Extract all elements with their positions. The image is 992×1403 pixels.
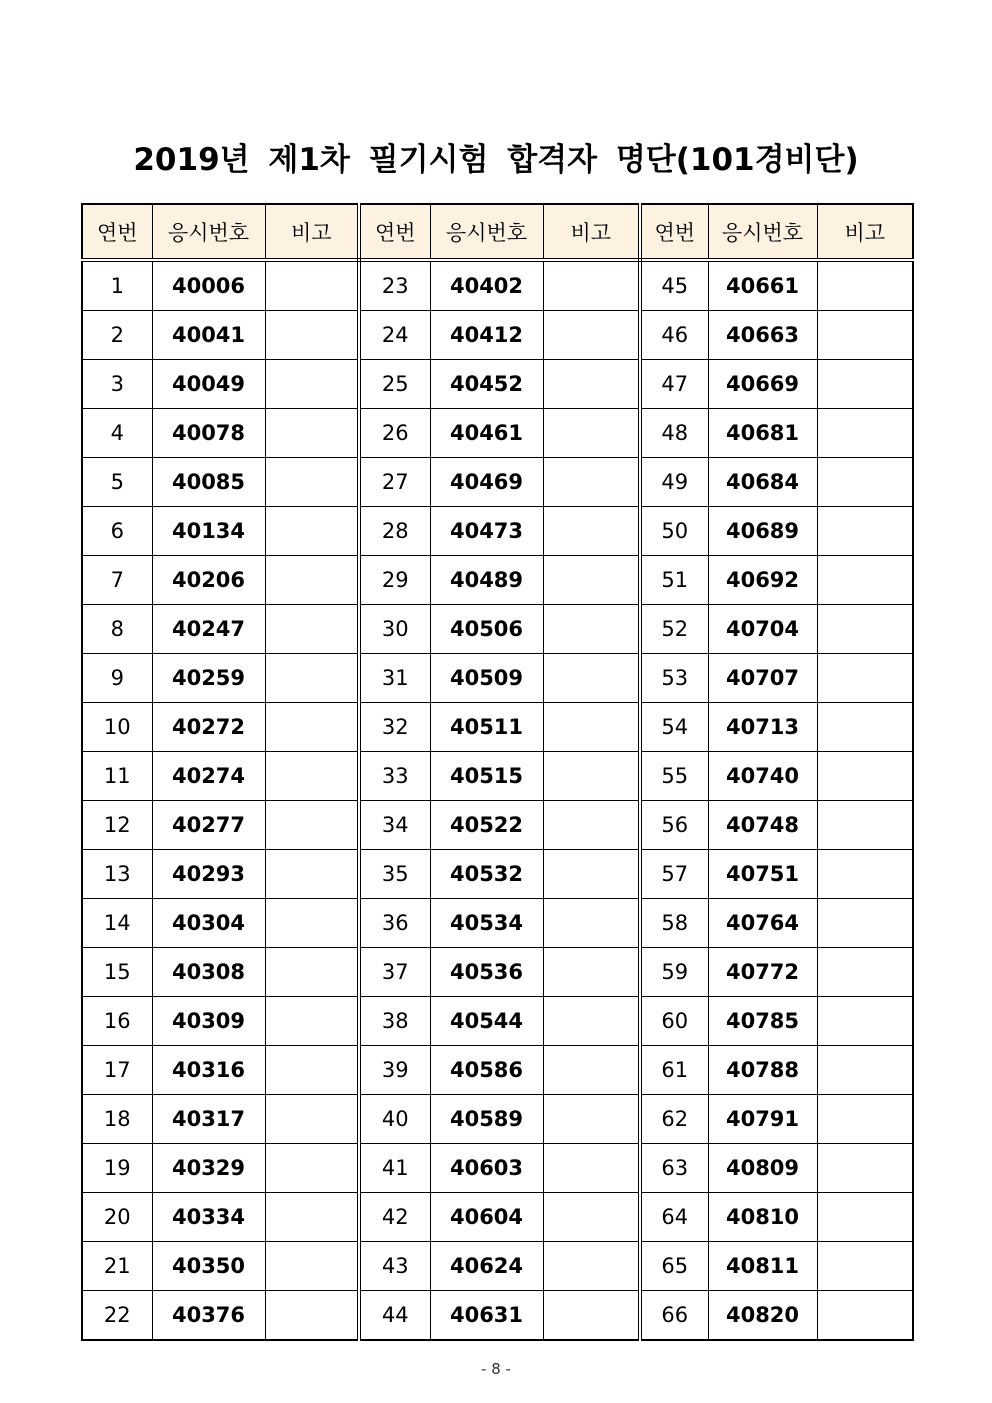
- exam-number-cell: 40751: [708, 850, 817, 899]
- exam-number-cell: 40412: [430, 311, 543, 360]
- table-row: [82, 1242, 913, 1291]
- exam-number-cell: 40309: [152, 997, 265, 1046]
- serial-cell: 41: [359, 1144, 430, 1193]
- remarks-cell: [817, 899, 913, 948]
- remarks-cell: [543, 801, 640, 850]
- remarks-cell: [817, 507, 913, 556]
- exam-number-cell: 40308: [152, 948, 265, 997]
- serial-cell: 35: [359, 850, 430, 899]
- exam-number-cell: 40461: [430, 409, 543, 458]
- remarks-cell: [817, 1095, 913, 1144]
- remarks-cell: [543, 605, 640, 654]
- remarks-cell: [817, 1291, 913, 1341]
- exam-number-cell: 40764: [708, 899, 817, 948]
- table-row: [82, 1193, 913, 1242]
- remarks-cell: [265, 899, 359, 948]
- exam-number-cell: 40304: [152, 899, 265, 948]
- exam-number-cell: 40452: [430, 360, 543, 409]
- remarks-cell: [265, 948, 359, 997]
- serial-cell: 26: [359, 409, 430, 458]
- remarks-cell: [817, 360, 913, 409]
- serial-cell: 63: [640, 1144, 708, 1193]
- header-remarks: 비고: [817, 204, 913, 260]
- serial-cell: 2: [82, 311, 152, 360]
- serial-cell: 33: [359, 752, 430, 801]
- serial-cell: 9: [82, 654, 152, 703]
- header-exam-number: 응시번호: [708, 204, 817, 260]
- remarks-cell: [817, 556, 913, 605]
- remarks-cell: [265, 703, 359, 752]
- exam-number-cell: 40041: [152, 311, 265, 360]
- exam-number-cell: 40506: [430, 605, 543, 654]
- serial-cell: 49: [640, 458, 708, 507]
- remarks-cell: [817, 458, 913, 507]
- serial-cell: 47: [640, 360, 708, 409]
- serial-cell: 16: [82, 997, 152, 1046]
- exam-number-cell: 40515: [430, 752, 543, 801]
- exam-number-cell: 40820: [708, 1291, 817, 1341]
- table-row: [82, 409, 913, 458]
- serial-cell: 20: [82, 1193, 152, 1242]
- exam-number-cell: 40293: [152, 850, 265, 899]
- header-serial: 연번: [359, 204, 430, 260]
- exam-number-cell: 40078: [152, 409, 265, 458]
- table-row: [82, 556, 913, 605]
- serial-cell: 66: [640, 1291, 708, 1341]
- remarks-cell: [543, 850, 640, 899]
- remarks-cell: [265, 1095, 359, 1144]
- exam-number-cell: 40544: [430, 997, 543, 1046]
- exam-number-cell: 40274: [152, 752, 265, 801]
- serial-cell: 53: [640, 654, 708, 703]
- remarks-cell: [265, 1046, 359, 1095]
- serial-cell: 38: [359, 997, 430, 1046]
- exam-number-cell: 40334: [152, 1193, 265, 1242]
- exam-number-cell: 40661: [708, 260, 817, 311]
- table-row: [82, 260, 913, 311]
- exam-number-cell: 40589: [430, 1095, 543, 1144]
- serial-cell: 61: [640, 1046, 708, 1095]
- table-row: [82, 1291, 913, 1341]
- remarks-cell: [543, 899, 640, 948]
- remarks-cell: [817, 654, 913, 703]
- remarks-cell: [817, 997, 913, 1046]
- serial-cell: 4: [82, 409, 152, 458]
- serial-cell: 12: [82, 801, 152, 850]
- exam-number-cell: 40522: [430, 801, 543, 850]
- serial-cell: 58: [640, 899, 708, 948]
- serial-cell: 8: [82, 605, 152, 654]
- remarks-cell: [817, 260, 913, 311]
- exam-number-cell: 40748: [708, 801, 817, 850]
- exam-number-cell: 40259: [152, 654, 265, 703]
- exam-number-cell: 40329: [152, 1144, 265, 1193]
- remarks-cell: [265, 360, 359, 409]
- serial-cell: 50: [640, 507, 708, 556]
- remarks-cell: [265, 654, 359, 703]
- exam-number-cell: 40350: [152, 1242, 265, 1291]
- serial-cell: 17: [82, 1046, 152, 1095]
- header-remarks: 비고: [543, 204, 640, 260]
- serial-cell: 48: [640, 409, 708, 458]
- exam-number-cell: 40586: [430, 1046, 543, 1095]
- remarks-cell: [543, 1046, 640, 1095]
- exam-number-cell: 40740: [708, 752, 817, 801]
- remarks-cell: [543, 311, 640, 360]
- exam-number-cell: 40788: [708, 1046, 817, 1095]
- remarks-cell: [265, 1291, 359, 1341]
- remarks-cell: [543, 556, 640, 605]
- exam-number-cell: 40785: [708, 997, 817, 1046]
- remarks-cell: [543, 654, 640, 703]
- remarks-cell: [265, 1193, 359, 1242]
- exam-number-cell: 40669: [708, 360, 817, 409]
- table-row: [82, 948, 913, 997]
- serial-cell: 57: [640, 850, 708, 899]
- table-row: [82, 311, 913, 360]
- table-row: [82, 654, 913, 703]
- exam-number-cell: 40811: [708, 1242, 817, 1291]
- remarks-cell: [265, 1144, 359, 1193]
- exam-number-cell: 40511: [430, 703, 543, 752]
- remarks-cell: [265, 605, 359, 654]
- exam-number-cell: 40791: [708, 1095, 817, 1144]
- remarks-cell: [817, 801, 913, 850]
- table-row: [82, 850, 913, 899]
- serial-cell: 13: [82, 850, 152, 899]
- serial-cell: 31: [359, 654, 430, 703]
- remarks-cell: [543, 1242, 640, 1291]
- table-row: [82, 360, 913, 409]
- serial-cell: 39: [359, 1046, 430, 1095]
- remarks-cell: [265, 458, 359, 507]
- serial-cell: 24: [359, 311, 430, 360]
- serial-cell: 34: [359, 801, 430, 850]
- remarks-cell: [265, 997, 359, 1046]
- table-row: [82, 703, 913, 752]
- serial-cell: 56: [640, 801, 708, 850]
- serial-cell: 22: [82, 1291, 152, 1341]
- page-title: 2019년 제1차 필기시험 합격자 명단(101경비단): [133, 142, 859, 178]
- serial-cell: 62: [640, 1095, 708, 1144]
- header-serial: 연번: [640, 204, 708, 260]
- exam-number-cell: 40534: [430, 899, 543, 948]
- exam-number-cell: 40536: [430, 948, 543, 997]
- remarks-cell: [543, 703, 640, 752]
- serial-cell: 18: [82, 1095, 152, 1144]
- table-row: [82, 605, 913, 654]
- serial-cell: 46: [640, 311, 708, 360]
- remarks-cell: [543, 1095, 640, 1144]
- exam-number-cell: 40469: [430, 458, 543, 507]
- serial-cell: 45: [640, 260, 708, 311]
- serial-cell: 32: [359, 703, 430, 752]
- remarks-cell: [817, 605, 913, 654]
- serial-cell: 65: [640, 1242, 708, 1291]
- table-row: [82, 458, 913, 507]
- exam-number-cell: 40134: [152, 507, 265, 556]
- serial-cell: 11: [82, 752, 152, 801]
- serial-cell: 40: [359, 1095, 430, 1144]
- remarks-cell: [265, 311, 359, 360]
- remarks-cell: [265, 556, 359, 605]
- exam-number-cell: 40085: [152, 458, 265, 507]
- exam-number-cell: 40772: [708, 948, 817, 997]
- serial-cell: 54: [640, 703, 708, 752]
- remarks-cell: [265, 507, 359, 556]
- exam-number-cell: 40663: [708, 311, 817, 360]
- serial-cell: 60: [640, 997, 708, 1046]
- serial-cell: 37: [359, 948, 430, 997]
- remarks-cell: [265, 260, 359, 311]
- remarks-cell: [265, 752, 359, 801]
- serial-cell: 23: [359, 260, 430, 311]
- exam-number-cell: 40376: [152, 1291, 265, 1341]
- header-remarks: 비고: [265, 204, 359, 260]
- remarks-cell: [817, 703, 913, 752]
- remarks-cell: [817, 1144, 913, 1193]
- exam-number-cell: 40809: [708, 1144, 817, 1193]
- header-serial: 연번: [82, 204, 152, 260]
- exam-number-cell: 40206: [152, 556, 265, 605]
- table-row: [82, 899, 913, 948]
- remarks-cell: [817, 1046, 913, 1095]
- page-number: - 8 -: [481, 1360, 511, 1378]
- remarks-cell: [265, 409, 359, 458]
- exam-number-cell: 40624: [430, 1242, 543, 1291]
- serial-cell: 25: [359, 360, 430, 409]
- remarks-cell: [817, 948, 913, 997]
- exam-number-cell: 40316: [152, 1046, 265, 1095]
- exam-number-cell: 40317: [152, 1095, 265, 1144]
- header-row: [82, 204, 913, 260]
- remarks-cell: [543, 409, 640, 458]
- header-exam-number: 응시번호: [152, 204, 265, 260]
- exam-number-cell: 40247: [152, 605, 265, 654]
- table-row: [82, 1046, 913, 1095]
- table-row: [82, 752, 913, 801]
- table-row: [82, 997, 913, 1046]
- table-body: [82, 260, 913, 1340]
- exam-number-cell: 40489: [430, 556, 543, 605]
- remarks-cell: [543, 948, 640, 997]
- exam-number-cell: 40707: [708, 654, 817, 703]
- remarks-cell: [265, 801, 359, 850]
- serial-cell: 21: [82, 1242, 152, 1291]
- serial-cell: 15: [82, 948, 152, 997]
- remarks-cell: [543, 1291, 640, 1341]
- results-table: [81, 203, 914, 1341]
- serial-cell: 3: [82, 360, 152, 409]
- serial-cell: 43: [359, 1242, 430, 1291]
- exam-number-cell: 40509: [430, 654, 543, 703]
- exam-number-cell: 40473: [430, 507, 543, 556]
- exam-number-cell: 40692: [708, 556, 817, 605]
- table-row: [82, 1095, 913, 1144]
- remarks-cell: [817, 311, 913, 360]
- serial-cell: 42: [359, 1193, 430, 1242]
- exam-number-cell: 40681: [708, 409, 817, 458]
- exam-number-cell: 40049: [152, 360, 265, 409]
- serial-cell: 36: [359, 899, 430, 948]
- serial-cell: 29: [359, 556, 430, 605]
- serial-cell: 27: [359, 458, 430, 507]
- serial-cell: 52: [640, 605, 708, 654]
- exam-number-cell: 40006: [152, 260, 265, 311]
- remarks-cell: [817, 850, 913, 899]
- remarks-cell: [543, 260, 640, 311]
- serial-cell: 59: [640, 948, 708, 997]
- serial-cell: 55: [640, 752, 708, 801]
- remarks-cell: [543, 458, 640, 507]
- table-row: [82, 507, 913, 556]
- serial-cell: 14: [82, 899, 152, 948]
- exam-number-cell: 40810: [708, 1193, 817, 1242]
- remarks-cell: [817, 752, 913, 801]
- serial-cell: 10: [82, 703, 152, 752]
- serial-cell: 64: [640, 1193, 708, 1242]
- exam-number-cell: 40689: [708, 507, 817, 556]
- exam-number-cell: 40604: [430, 1193, 543, 1242]
- serial-cell: 28: [359, 507, 430, 556]
- exam-number-cell: 40603: [430, 1144, 543, 1193]
- serial-cell: 30: [359, 605, 430, 654]
- serial-cell: 6: [82, 507, 152, 556]
- remarks-cell: [543, 997, 640, 1046]
- remarks-cell: [817, 1242, 913, 1291]
- remarks-cell: [543, 1193, 640, 1242]
- table-row: [82, 1144, 913, 1193]
- remarks-cell: [817, 409, 913, 458]
- exam-number-cell: 40532: [430, 850, 543, 899]
- header-exam-number: 응시번호: [430, 204, 543, 260]
- remarks-cell: [543, 752, 640, 801]
- remarks-cell: [543, 1144, 640, 1193]
- exam-number-cell: 40631: [430, 1291, 543, 1341]
- exam-number-cell: 40277: [152, 801, 265, 850]
- remarks-cell: [543, 360, 640, 409]
- serial-cell: 19: [82, 1144, 152, 1193]
- remarks-cell: [817, 1193, 913, 1242]
- remarks-cell: [265, 1242, 359, 1291]
- exam-number-cell: 40713: [708, 703, 817, 752]
- exam-number-cell: 40402: [430, 260, 543, 311]
- serial-cell: 51: [640, 556, 708, 605]
- serial-cell: 44: [359, 1291, 430, 1341]
- exam-number-cell: 40704: [708, 605, 817, 654]
- table-row: [82, 801, 913, 850]
- exam-number-cell: 40272: [152, 703, 265, 752]
- remarks-cell: [265, 850, 359, 899]
- exam-number-cell: 40684: [708, 458, 817, 507]
- serial-cell: 1: [82, 260, 152, 311]
- serial-cell: 5: [82, 458, 152, 507]
- serial-cell: 7: [82, 556, 152, 605]
- remarks-cell: [543, 507, 640, 556]
